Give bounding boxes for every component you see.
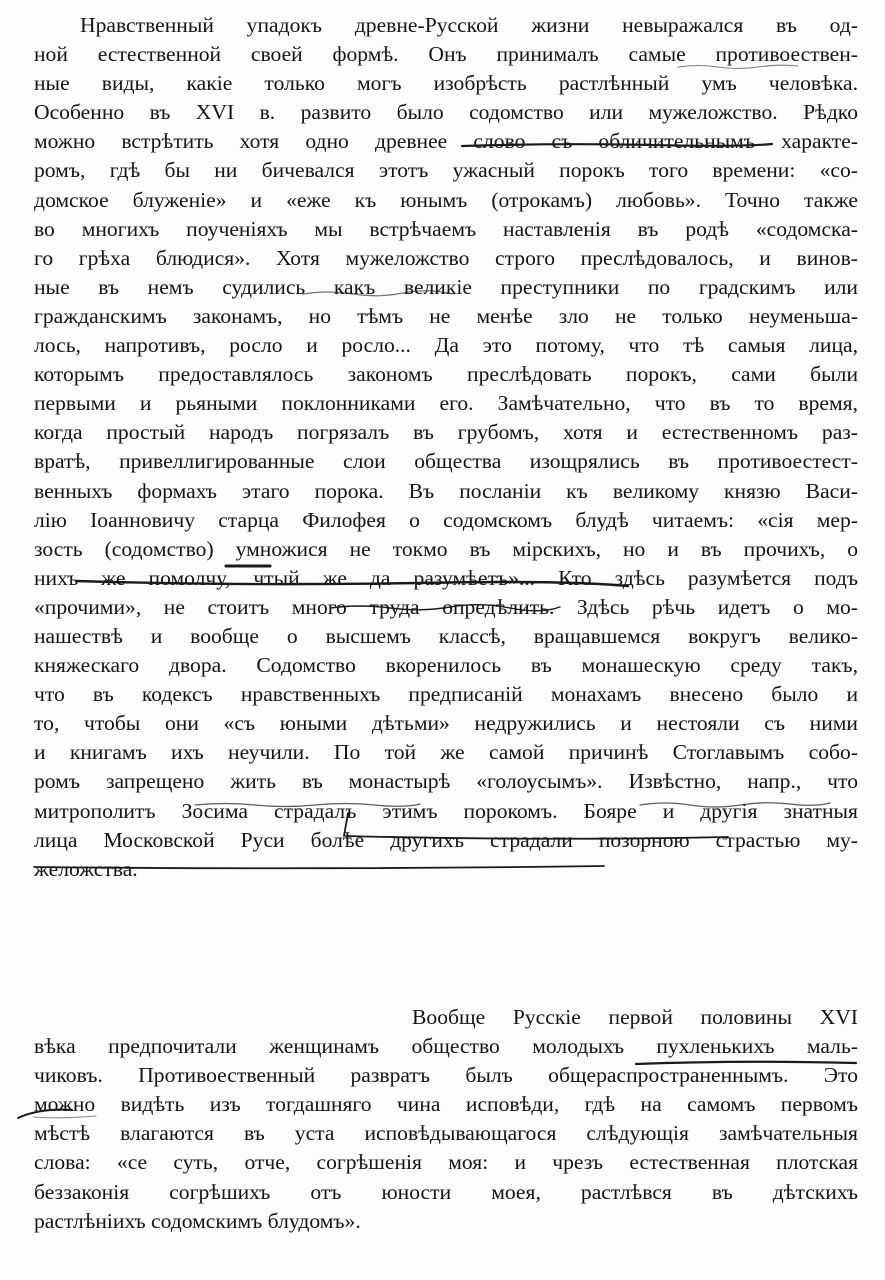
text-line: беззаконія согрѣшихъ отъ юности моея, растлѣвся въ дѣтскихъ xyxy=(34,1179,858,1204)
text-line: нашествѣ и вообще о высшемъ классѣ, вращавшемся вокругъ велико- xyxy=(34,623,858,648)
text-line: можно видѣть изъ тогдашняго чина исповѣди, гдѣ на самомъ первомъ xyxy=(34,1092,858,1117)
text-line: мѣстѣ влагаются въ уста исповѣдывающагося слѣдующія замѣчательныя xyxy=(34,1121,858,1146)
text-line: желожства. xyxy=(34,856,138,881)
text-line: ромъ, гдѣ бы ни бичевался этотъ ужасный порокъ того времени: «со- xyxy=(34,158,858,183)
text-line: княжескаго двора. Содомство вкоренилось въ монашескую среду такъ, xyxy=(34,653,858,678)
text-line: «прочими», не стоитъ много труда опредѣлить. Здѣсь рѣчь идетъ о мо- xyxy=(34,594,858,619)
text-line: во многихъ поученіяхъ мы встрѣчаемъ наставленія въ родѣ «содомска- xyxy=(34,216,858,241)
text-line: можно встрѣтить хотя одно древнее слово съ обличительнымъ характе- xyxy=(34,129,858,154)
text-line: Нравственный упадокъ древне-Русской жизни невыражался въ од- xyxy=(80,13,858,37)
text-line: Вообще Русскіе первой половины XVI xyxy=(412,1005,858,1029)
text-line: слова: «се суть, отче, согрѣшенія моя: и чрезъ естественная плотская xyxy=(34,1150,858,1175)
paragraph-2 xyxy=(34,1003,858,1236)
text-line: лица Московской Руси болѣе другихъ страдали позорною страстью му- xyxy=(34,827,858,852)
text-line: которымъ предоставлялось закономъ преслѣдовать порокъ, сами были xyxy=(34,362,858,387)
text-line: вѣка предпочитали женщинамъ общество молодыхъ пухленькихъ маль- xyxy=(34,1034,858,1059)
text-line: зость (содомство) умножися не токмо въ мірскихъ, но и въ прочихъ, о xyxy=(34,536,858,561)
text-line: ромъ запрещено жить въ монастырѣ «голоусымъ». Извѣстно, напр., что xyxy=(34,769,858,794)
text-line: домское блуженіе» и «еже къ юнымъ (отрокамъ) любовь». Точно также xyxy=(34,187,858,212)
text-line: митрополитъ Зосима страдалъ этимъ порокомъ. Бояре и другія знатныя xyxy=(34,798,858,823)
text-line: ные въ немъ судились какъ великіе преступники по градскимъ или xyxy=(34,274,858,299)
text-line: ные виды, какіе только могъ изобрѣсть растлѣнный умъ человѣка. xyxy=(34,71,858,96)
text-line: ной естественной своей формѣ. Онъ принималъ самые противоествен- xyxy=(34,42,858,67)
text-line: чиковъ. Противоественный развратъ былъ общераспространеннымъ. Это xyxy=(34,1063,858,1088)
text-line: то, чтобы они «съ юными дѣтьми» недружились и нестояли съ ними xyxy=(34,711,858,736)
text-line: и книгамъ ихъ неучили. По той же самой причинѣ Стоглавымъ собо- xyxy=(34,740,858,765)
text-line: когда простый народъ погрязалъ въ грубомъ, хотя и естественномъ раз- xyxy=(34,420,858,445)
text-line: первыми и рьяными поклонниками его. Замѣчательно, что въ то время, xyxy=(34,391,858,416)
text-line: го грѣха блюдися». Хотя мужеложство строго преслѣдовалось, и винов- xyxy=(34,245,858,270)
text-line: гражданскимъ законамъ, но тѣмъ не менѣе зло не только неуменьша- xyxy=(34,303,858,328)
text-line: вратѣ, привеллигированные слои общества изощрялись въ противоестест- xyxy=(34,449,858,474)
text-line: Особенно въ XVI в. развито было содомство или мужеложство. Рѣдко xyxy=(34,100,858,125)
text-line: лось, напротивъ, росло и росло... Да это потому, что тѣ самыя лица, xyxy=(34,333,858,358)
text-line: лію Іоанновичу старца Филофея о содомскомъ блудѣ читаемъ: «сія мер- xyxy=(34,507,858,532)
text-line: что въ кодексъ нравственныхъ предписаній монахамъ внесено было и xyxy=(34,682,858,707)
text-line: венныхъ формахъ этаго порока. Въ посланіи къ великому князю Васи- xyxy=(34,478,858,503)
text-line: растлѣніихъ содомскимъ блудомъ». xyxy=(34,1208,361,1233)
paragraph-1 xyxy=(34,11,858,884)
text-line: нихъ же помолчу, чтый же да разумѣетъ»... Кто здѣсь разумѣется подъ xyxy=(34,565,858,590)
